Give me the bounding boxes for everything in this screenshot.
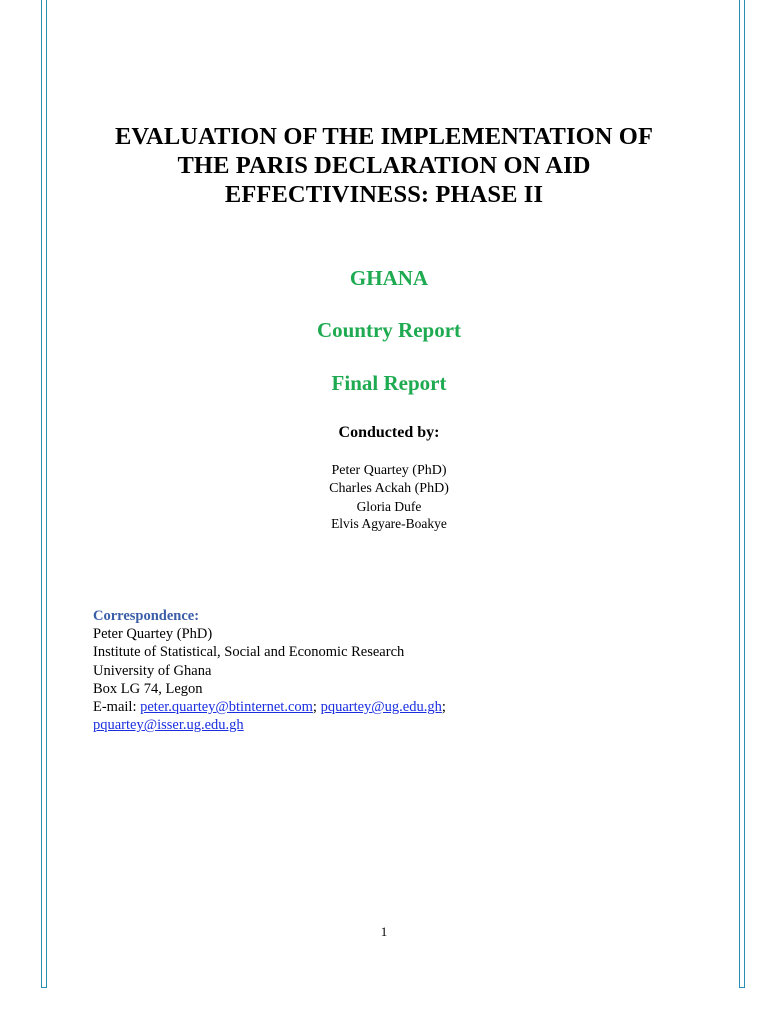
correspondence-address: Box LG 74, Legon — [93, 680, 203, 697]
email-prefix: E-mail: — [93, 699, 141, 716]
correspondence-label: Correspondence: — [93, 608, 200, 624]
page-number: 1 — [380, 924, 388, 939]
correspondence-name: Peter Quartey (PhD) — [93, 626, 213, 643]
email-separator: ; — [312, 699, 321, 716]
conducted-by-label: Conducted by: — [338, 424, 440, 441]
email-link-isser[interactable]: pquartey@isser.ug.edu.gh — [93, 717, 244, 734]
author-item: Elvis Agyare-Boakye — [331, 516, 447, 531]
report-type-heading: Country Report — [316, 318, 462, 342]
correspondence-email-line — [93, 698, 653, 716]
document-title — [60, 122, 708, 209]
email-link-btinternet[interactable]: peter.quartey@btinternet.com — [140, 699, 313, 716]
country-heading: GHANA — [349, 266, 429, 290]
author-item: Charles Ackah (PhD) — [329, 481, 449, 496]
correspondence-email-line-2 — [93, 716, 653, 734]
email-link-ug[interactable]: pquartey@ug.edu.gh — [320, 699, 442, 716]
correspondence-block — [93, 607, 653, 734]
author-item: Peter Quartey (PhD) — [331, 463, 447, 478]
author-list — [0, 462, 768, 532]
correspondence-institute: Institute of Statistical, Social and Economic Research — [93, 644, 405, 661]
title-line-1: EVALUATION OF THE IMPLEMENTATION OF — [114, 123, 654, 150]
author-item: Gloria Dufe — [356, 499, 422, 514]
title-line-2: THE PARIS DECLARATION ON AID — [177, 152, 591, 179]
email-trailing-separator: ; — [441, 699, 446, 716]
correspondence-university: University of Ghana — [93, 662, 212, 679]
report-status-heading: Final Report — [331, 371, 447, 395]
title-line-3: EFFECTIVINESS: PHASE II — [224, 181, 544, 208]
